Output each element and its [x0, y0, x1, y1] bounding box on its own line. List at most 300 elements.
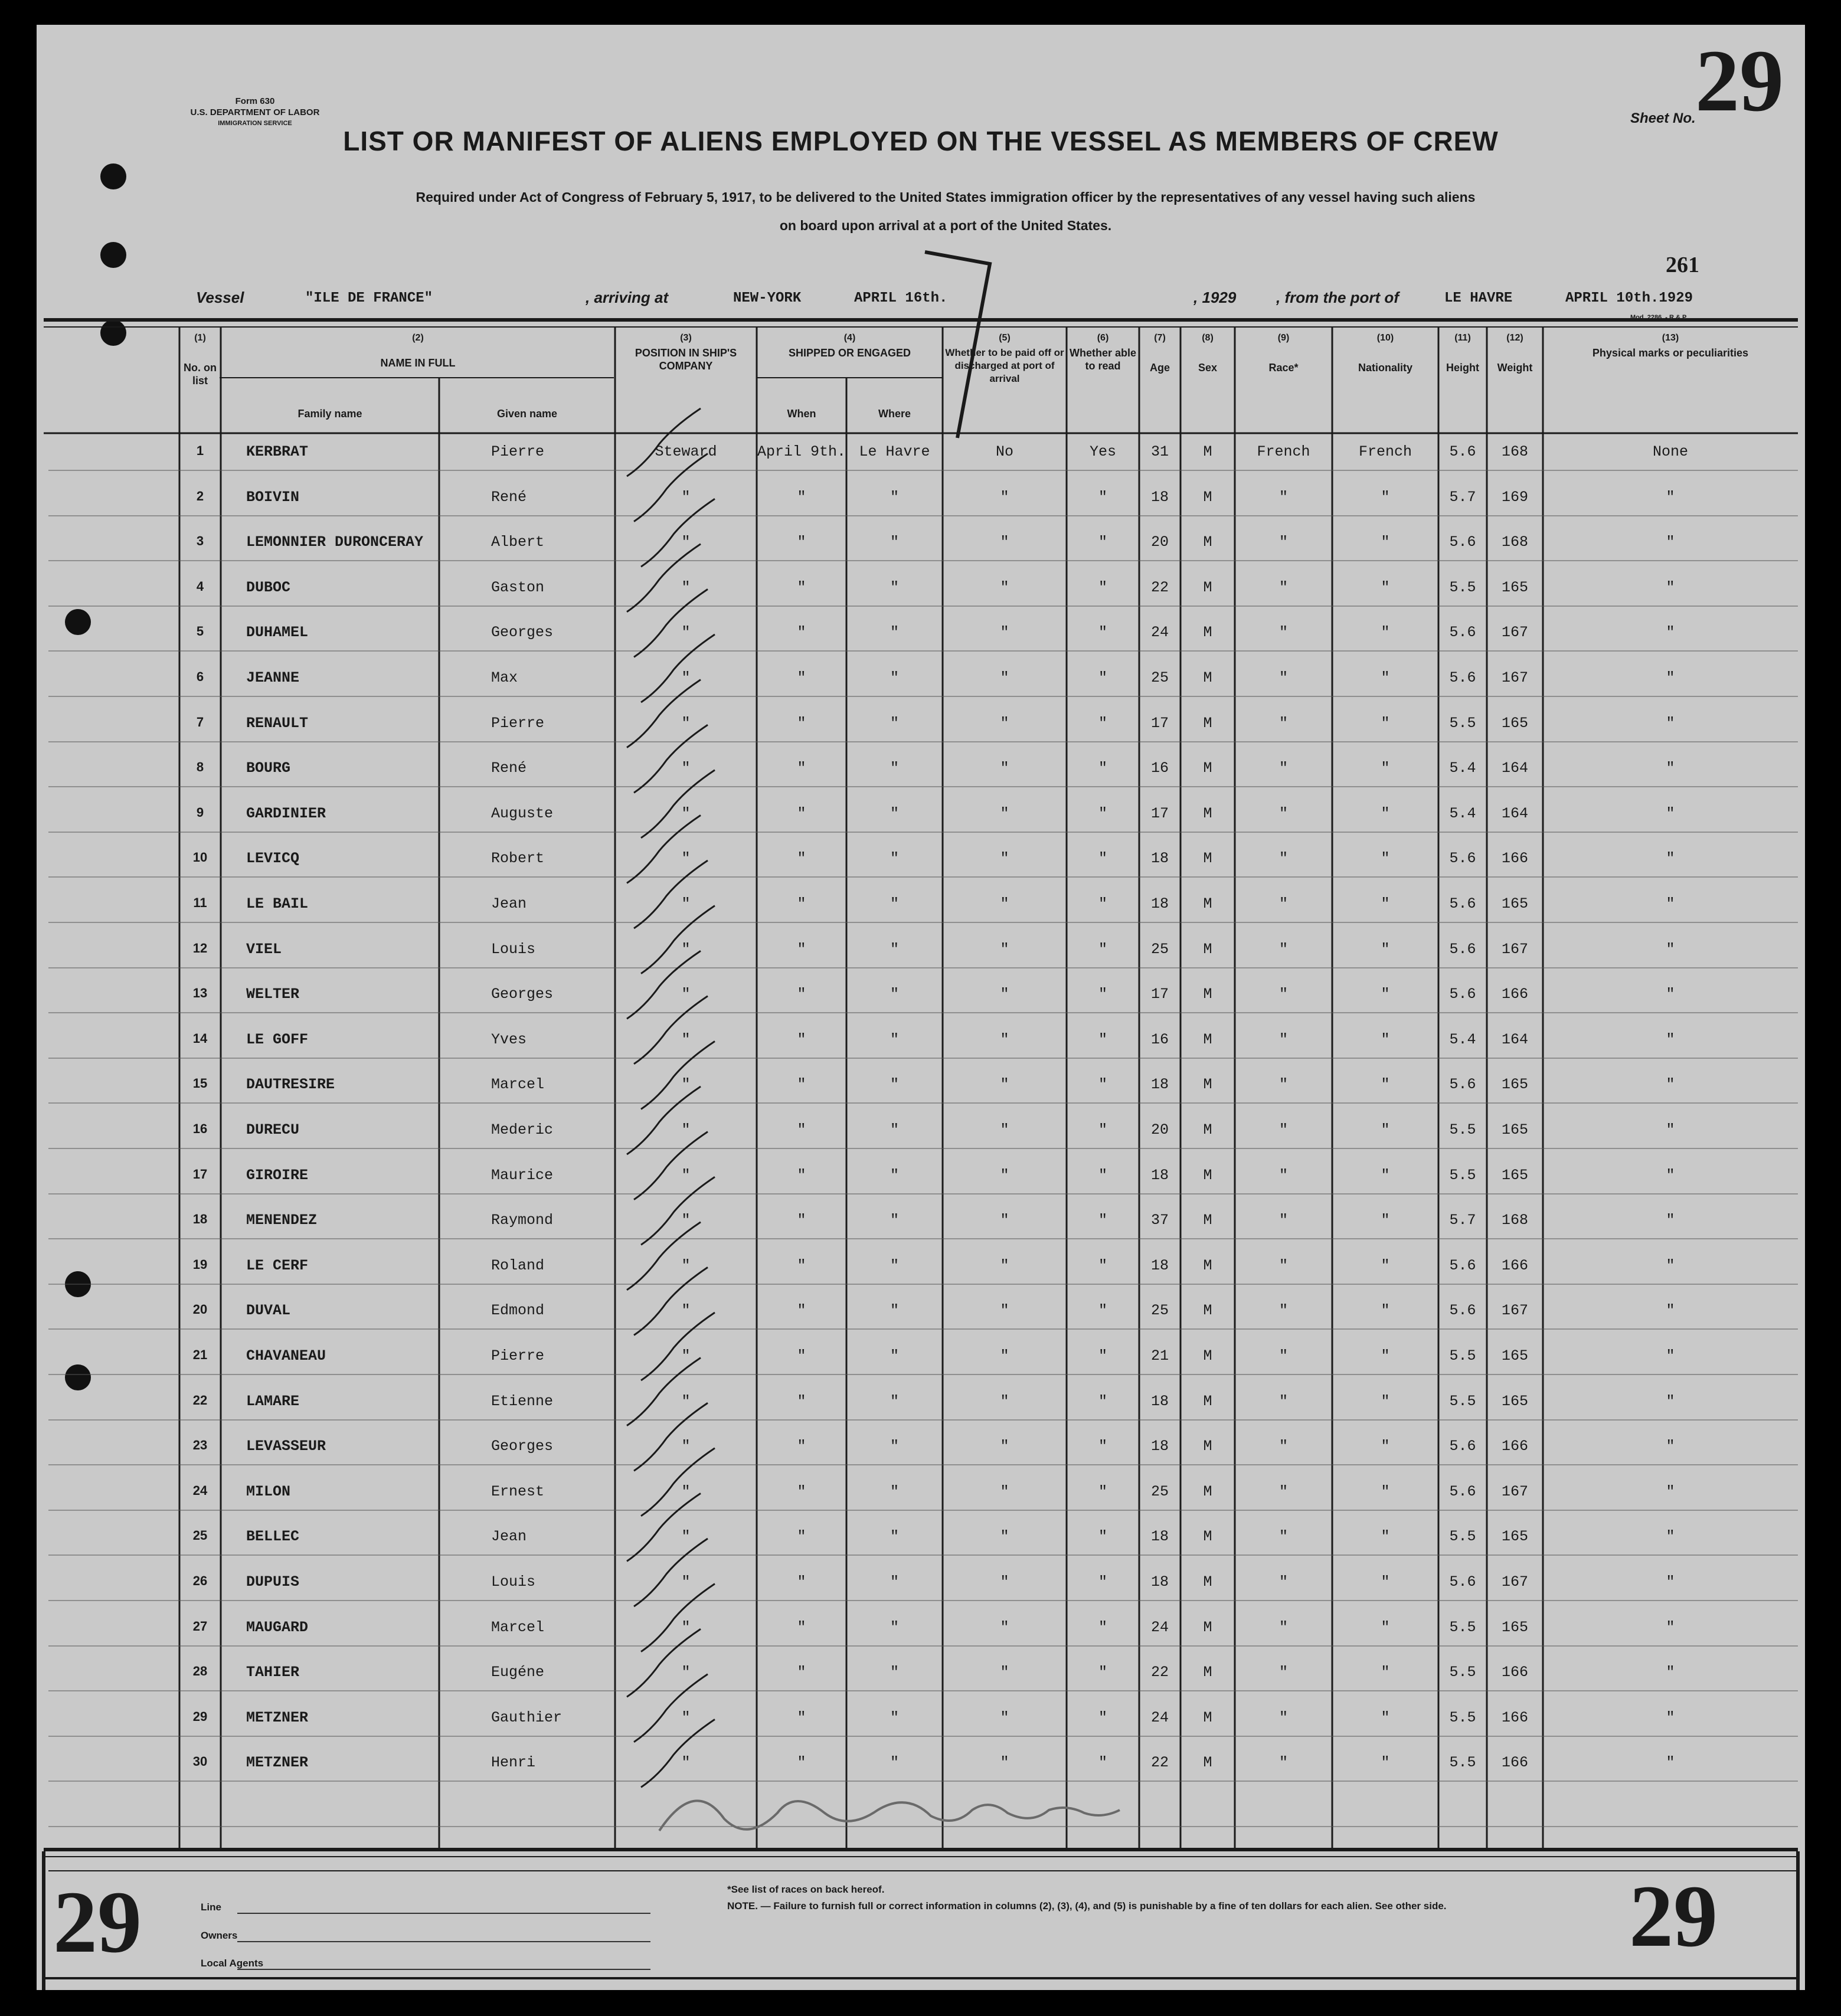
- physical-marks: ": [1666, 1709, 1675, 1726]
- height: 5.6: [1449, 895, 1476, 912]
- age: 18: [1150, 1167, 1169, 1184]
- weight: 165: [1501, 1528, 1528, 1545]
- shipped-when: ": [797, 624, 806, 641]
- family-name: GIROIRE: [246, 1167, 309, 1184]
- paid-off: ": [1000, 1347, 1009, 1364]
- race: ": [1278, 850, 1288, 867]
- age: 22: [1150, 1664, 1169, 1681]
- age: 18: [1150, 489, 1169, 506]
- sex: M: [1203, 1393, 1212, 1410]
- family-name: BOURG: [246, 760, 291, 777]
- row-number: 11: [193, 895, 207, 910]
- shipped-where: ": [890, 895, 899, 912]
- given-name: Henri: [491, 1754, 536, 1771]
- header-able-to-read: Whether able to read: [1069, 347, 1137, 372]
- row-number: 23: [192, 1438, 208, 1452]
- physical-marks: ": [1666, 1619, 1675, 1636]
- race: ": [1278, 1347, 1288, 1364]
- weight: 168: [1501, 534, 1528, 551]
- family-name: CHAVANEAU: [246, 1347, 326, 1364]
- header-physical-marks: Physical marks or peculiarities: [1592, 347, 1749, 359]
- family-name: DUBOC: [246, 579, 291, 596]
- row-number: 30: [192, 1754, 208, 1769]
- able-to-read: ": [1098, 1121, 1107, 1138]
- footer-local-agents-label: Local Agents: [201, 1958, 264, 1969]
- height: 5.6: [1449, 986, 1476, 1003]
- shipped-when: ": [797, 534, 806, 551]
- physical-marks: ": [1666, 850, 1675, 867]
- given-name: Pierre: [491, 443, 545, 460]
- shipped-when: ": [797, 1619, 806, 1636]
- shipped-where: ": [890, 986, 899, 1003]
- shipped-where: ": [890, 1664, 899, 1681]
- shipped-where: ": [890, 489, 899, 506]
- able-to-read: ": [1098, 1212, 1107, 1229]
- race: ": [1278, 534, 1288, 551]
- row-number: 16: [192, 1121, 208, 1136]
- race: ": [1278, 1709, 1288, 1726]
- sex: M: [1203, 1347, 1212, 1364]
- weight: 165: [1501, 1393, 1528, 1410]
- height: 5.6: [1449, 1483, 1476, 1500]
- given-name: Ernest: [491, 1483, 545, 1500]
- height: 5.7: [1449, 489, 1476, 506]
- race: ": [1278, 986, 1288, 1003]
- footer-number-right: 29: [1629, 1867, 1718, 1965]
- colnum-11: (11): [1454, 333, 1471, 343]
- height: 5.4: [1449, 1031, 1476, 1048]
- physical-marks: ": [1666, 1076, 1675, 1093]
- footer-number-left: 29: [53, 1873, 142, 1971]
- sex: M: [1203, 1167, 1212, 1184]
- age: 37: [1150, 1212, 1169, 1229]
- nationality: ": [1381, 1709, 1390, 1726]
- position: ": [681, 805, 691, 822]
- age: 20: [1150, 534, 1169, 551]
- given-name: Max: [491, 669, 518, 686]
- race: ": [1278, 1212, 1288, 1229]
- position: ": [681, 1664, 691, 1681]
- departure-port: LE HAVRE: [1444, 290, 1513, 306]
- paid-off: ": [1000, 579, 1009, 596]
- given-name: Pierre: [491, 715, 545, 732]
- shipped-where: ": [890, 1031, 899, 1048]
- footer-penalty-note: NOTE. — Failure to furnish full or correct information in columns (2), (3), (4), and (5) is punishable by a fine of ten dollars for each alien. See other side.: [727, 1900, 1447, 1912]
- header-shipped-engaged: SHIPPED OR ENGAGED: [788, 347, 911, 359]
- race: ": [1278, 1528, 1288, 1545]
- family-name: DUVAL: [246, 1302, 291, 1319]
- row-number: 8: [196, 760, 204, 774]
- sex: M: [1203, 715, 1212, 732]
- weight: 167: [1501, 941, 1528, 958]
- colnum-3: (3): [680, 333, 692, 343]
- form-service: IMMIGRATION SERVICE: [218, 120, 292, 127]
- nationality: ": [1381, 1257, 1390, 1274]
- shipped-where: ": [890, 1573, 899, 1590]
- given-name: Georges: [491, 624, 554, 641]
- form-number: Form 630: [235, 96, 275, 106]
- colnum-10: (10): [1376, 333, 1394, 343]
- age: 18: [1150, 1438, 1169, 1455]
- sex: M: [1203, 489, 1212, 506]
- arrival-port: NEW-YORK: [733, 290, 802, 306]
- position: ": [681, 850, 691, 867]
- shipped-when: ": [797, 1167, 806, 1184]
- family-name: RENAULT: [246, 715, 309, 732]
- able-to-read: ": [1098, 579, 1107, 596]
- paid-off: ": [1000, 1573, 1009, 1590]
- shipped-when: ": [797, 1528, 806, 1545]
- height: 5.6: [1449, 1257, 1476, 1274]
- height: 5.4: [1449, 805, 1476, 822]
- height: 5.5: [1449, 1347, 1476, 1364]
- weight: 166: [1501, 1709, 1528, 1726]
- paid-off: ": [1000, 1664, 1009, 1681]
- handwritten-figure: [925, 252, 990, 438]
- header-when: When: [787, 408, 816, 420]
- sex: M: [1203, 986, 1212, 1003]
- weight: 166: [1501, 1438, 1528, 1455]
- position: ": [681, 1438, 691, 1455]
- header-weight: Weight: [1497, 362, 1533, 374]
- given-name: Auguste: [491, 805, 554, 822]
- age: 22: [1150, 1754, 1169, 1771]
- row-number: 15: [192, 1076, 208, 1091]
- row-number: 6: [196, 669, 204, 684]
- physical-marks: ": [1666, 1664, 1675, 1681]
- paid-off: ": [1000, 624, 1009, 641]
- family-name: WELTER: [246, 986, 300, 1003]
- nationality: ": [1381, 624, 1390, 641]
- nationality: ": [1381, 1619, 1390, 1636]
- race: ": [1278, 715, 1288, 732]
- shipped-when: ": [797, 1121, 806, 1138]
- sex: M: [1203, 1257, 1212, 1274]
- shipped-where: ": [890, 1393, 899, 1410]
- weight: 167: [1501, 1302, 1528, 1319]
- shipped-where: ": [890, 1483, 899, 1500]
- sex: M: [1203, 1483, 1212, 1500]
- shipped-where: ": [890, 1347, 899, 1364]
- family-name: LAMARE: [246, 1393, 300, 1410]
- sex: M: [1203, 443, 1212, 460]
- position: Steward: [655, 443, 717, 460]
- physical-marks: ": [1666, 1528, 1675, 1545]
- sex: M: [1203, 895, 1212, 912]
- race: ": [1278, 624, 1288, 641]
- physical-marks: ": [1666, 1754, 1675, 1771]
- position: ": [681, 1709, 691, 1726]
- inspector-signature: [659, 1801, 1120, 1831]
- family-name: LEVASSEUR: [246, 1438, 326, 1455]
- weight: 167: [1501, 669, 1528, 686]
- row-number: 2: [196, 489, 204, 503]
- height: 5.5: [1449, 1121, 1476, 1138]
- paid-off: ": [1000, 760, 1009, 777]
- able-to-read: ": [1098, 534, 1107, 551]
- shipped-when: ": [797, 1302, 806, 1319]
- position: ": [681, 579, 691, 596]
- paid-off: ": [1000, 1212, 1009, 1229]
- paid-off: ": [1000, 1619, 1009, 1636]
- weight: 167: [1501, 1483, 1528, 1500]
- sex: M: [1203, 941, 1212, 958]
- nationality: ": [1381, 579, 1390, 596]
- physical-marks: ": [1666, 1438, 1675, 1455]
- page-stamp-number: 261: [1666, 253, 1699, 277]
- shipped-when: ": [797, 1754, 806, 1771]
- shipped-where: ": [890, 941, 899, 958]
- age: 17: [1150, 805, 1169, 822]
- shipped-when: ": [797, 1393, 806, 1410]
- shipped-when: ": [797, 1664, 806, 1681]
- shipped-when: ": [797, 1573, 806, 1590]
- family-name: MAUGARD: [246, 1619, 309, 1636]
- shipped-when: ": [797, 1212, 806, 1229]
- physical-marks: ": [1666, 1573, 1675, 1590]
- paid-off: ": [1000, 1528, 1009, 1545]
- paid-off: ": [1000, 1393, 1009, 1410]
- nationality: ": [1381, 895, 1390, 912]
- family-name: DUHAMEL: [246, 624, 309, 641]
- position: ": [681, 1031, 691, 1048]
- sheet-no-label: Sheet No.: [1630, 110, 1696, 126]
- given-name: Georges: [491, 986, 554, 1003]
- nationality: ": [1381, 1167, 1390, 1184]
- age: 18: [1150, 1573, 1169, 1590]
- shipped-when: ": [797, 941, 806, 958]
- able-to-read: ": [1098, 489, 1107, 506]
- colnum-7: (7): [1154, 333, 1166, 343]
- nationality: ": [1381, 715, 1390, 732]
- physical-marks: ": [1666, 986, 1675, 1003]
- height: 5.5: [1449, 1664, 1476, 1681]
- paid-off: ": [1000, 1031, 1009, 1048]
- shipped-where: ": [890, 1528, 899, 1545]
- race: ": [1278, 1257, 1288, 1274]
- sex: M: [1203, 1212, 1212, 1229]
- height: 5.5: [1449, 1754, 1476, 1771]
- sex: M: [1203, 1302, 1212, 1319]
- age: 25: [1150, 1302, 1169, 1319]
- row-number: 19: [192, 1257, 208, 1272]
- able-to-read: ": [1098, 669, 1107, 686]
- able-to-read: ": [1098, 1664, 1107, 1681]
- colnum-8: (8): [1202, 333, 1214, 343]
- sex: M: [1203, 534, 1212, 551]
- arrival-date: APRIL 16th.: [854, 290, 948, 306]
- age: 16: [1150, 1031, 1169, 1048]
- position: ": [681, 1393, 691, 1410]
- able-to-read: ": [1098, 1167, 1107, 1184]
- able-to-read: ": [1098, 624, 1107, 641]
- nationality: ": [1381, 1076, 1390, 1093]
- height: 5.6: [1449, 534, 1476, 551]
- physical-marks: ": [1666, 1347, 1675, 1364]
- race: ": [1278, 1393, 1288, 1410]
- shipped-where: ": [890, 1212, 899, 1229]
- age: 22: [1150, 579, 1169, 596]
- given-name: Edmond: [491, 1302, 545, 1319]
- weight: 169: [1501, 489, 1528, 506]
- nationality: ": [1381, 1302, 1390, 1319]
- height: 5.4: [1449, 760, 1476, 777]
- position: ": [681, 1528, 691, 1545]
- position: ": [681, 1212, 691, 1229]
- weight: 165: [1501, 1121, 1528, 1138]
- family-name: DAUTRESIRE: [246, 1076, 335, 1093]
- position: ": [681, 624, 691, 641]
- sex: M: [1203, 1438, 1212, 1455]
- nationality: ": [1381, 1528, 1390, 1545]
- paid-off: No: [995, 443, 1013, 460]
- nationality: ": [1381, 760, 1390, 777]
- row-number: 13: [192, 986, 208, 1000]
- weight: 164: [1501, 760, 1528, 777]
- row-number: 24: [192, 1483, 208, 1498]
- position: ": [681, 715, 691, 732]
- height: 5.6: [1449, 1076, 1476, 1093]
- header-sex: Sex: [1198, 362, 1218, 374]
- form-department: U.S. DEPARTMENT OF LABOR: [190, 107, 320, 117]
- family-name: DUPUIS: [246, 1573, 300, 1590]
- height: 5.6: [1449, 941, 1476, 958]
- position: ": [681, 986, 691, 1003]
- physical-marks: ": [1666, 1393, 1675, 1410]
- row-number: 14: [192, 1031, 208, 1046]
- year-label: , 1929: [1193, 289, 1237, 306]
- shipped-where: ": [890, 624, 899, 641]
- nationality: ": [1381, 941, 1390, 958]
- race: ": [1278, 1121, 1288, 1138]
- age: 25: [1150, 941, 1169, 958]
- shipped-where: ": [890, 534, 899, 551]
- position: ": [681, 760, 691, 777]
- row-number: 21: [192, 1347, 208, 1362]
- height: 5.5: [1449, 1709, 1476, 1726]
- shipped-where: ": [890, 1709, 899, 1726]
- shipped-when: ": [797, 579, 806, 596]
- physical-marks: None: [1652, 443, 1688, 460]
- paid-off: ": [1000, 986, 1009, 1003]
- family-name: METZNER: [246, 1709, 309, 1726]
- from-port-label: , from the port of: [1276, 289, 1399, 306]
- nationality: ": [1381, 1754, 1390, 1771]
- paid-off: ": [1000, 1302, 1009, 1319]
- paid-off: ": [1000, 1121, 1009, 1138]
- weight: 166: [1501, 1257, 1528, 1274]
- able-to-read: ": [1098, 1302, 1107, 1319]
- manifest-page: [37, 25, 1805, 1990]
- able-to-read: ": [1098, 986, 1107, 1003]
- family-name: LE BAIL: [246, 895, 309, 912]
- position: ": [681, 895, 691, 912]
- shipped-where: ": [890, 1302, 899, 1319]
- height: 5.6: [1449, 1302, 1476, 1319]
- position: ": [681, 669, 691, 686]
- departure-date: APRIL 10th.1929: [1565, 290, 1693, 306]
- row-number: 5: [196, 624, 204, 639]
- nationality: French: [1358, 443, 1412, 460]
- given-name: Gauthier: [491, 1709, 563, 1726]
- age: 18: [1150, 1257, 1169, 1274]
- race: ": [1278, 1619, 1288, 1636]
- header-no-on-list: No. on list: [184, 362, 217, 387]
- race: ": [1278, 760, 1288, 777]
- row-number: 7: [196, 715, 204, 729]
- age: 17: [1150, 715, 1169, 732]
- colnum-6: (6): [1097, 333, 1109, 343]
- weight: 166: [1501, 1754, 1528, 1771]
- nationality: ": [1381, 986, 1390, 1003]
- able-to-read: ": [1098, 1754, 1107, 1771]
- able-to-read: ": [1098, 805, 1107, 822]
- shipped-where: ": [890, 760, 899, 777]
- shipped-when: April 9th.: [757, 443, 846, 460]
- row-number: 20: [192, 1302, 208, 1317]
- height: 5.6: [1449, 669, 1476, 686]
- family-name: LE GOFF: [246, 1031, 309, 1048]
- nationality: ": [1381, 489, 1390, 506]
- position: ": [681, 1076, 691, 1093]
- given-name: Marcel: [491, 1076, 545, 1093]
- weight: 168: [1501, 443, 1528, 460]
- shipped-when: ": [797, 715, 806, 732]
- nationality: ": [1381, 669, 1390, 686]
- sex: M: [1203, 1619, 1212, 1636]
- given-name: Raymond: [491, 1212, 554, 1229]
- age: 25: [1150, 669, 1169, 686]
- subtitle-line-1: Required under Act of Congress of February 5, 1917, to be delivered to the United States immigration officer by the representatives of any vessel having such aliens: [416, 189, 1476, 205]
- colnum-2: (2): [412, 333, 424, 343]
- weight: 166: [1501, 1664, 1528, 1681]
- able-to-read: ": [1098, 1031, 1107, 1048]
- age: 24: [1150, 1619, 1169, 1636]
- given-name: Roland: [491, 1257, 545, 1274]
- able-to-read: ": [1098, 1076, 1107, 1093]
- race: ": [1278, 1031, 1288, 1048]
- header-height: Height: [1446, 362, 1479, 374]
- physical-marks: ": [1666, 1483, 1675, 1500]
- family-name: DURECU: [246, 1121, 300, 1138]
- given-name: René: [491, 489, 527, 506]
- weight: 165: [1501, 1619, 1528, 1636]
- paid-off: ": [1000, 1257, 1009, 1274]
- weight: 168: [1501, 1212, 1528, 1229]
- able-to-read: ": [1098, 1438, 1107, 1455]
- header-name-in-full: NAME IN FULL: [380, 357, 456, 369]
- colnum-5: (5): [999, 333, 1011, 343]
- weight: 166: [1501, 850, 1528, 867]
- given-name: Maurice: [491, 1167, 554, 1184]
- age: 16: [1150, 760, 1169, 777]
- physical-marks: ": [1666, 1121, 1675, 1138]
- paid-off: ": [1000, 1754, 1009, 1771]
- race: ": [1278, 1076, 1288, 1093]
- family-name: BOIVIN: [246, 489, 300, 506]
- able-to-read: ": [1098, 1619, 1107, 1636]
- nationality: ": [1381, 534, 1390, 551]
- height: 5.5: [1449, 1393, 1476, 1410]
- height: 5.6: [1449, 850, 1476, 867]
- given-name: Mederic: [491, 1121, 554, 1138]
- able-to-read: ": [1098, 715, 1107, 732]
- vessel-label: Vessel: [196, 289, 244, 306]
- footer-line-label: Line: [201, 1902, 221, 1913]
- shipped-when: ": [797, 760, 806, 777]
- height: 5.7: [1449, 1212, 1476, 1229]
- physical-marks: ": [1666, 624, 1675, 641]
